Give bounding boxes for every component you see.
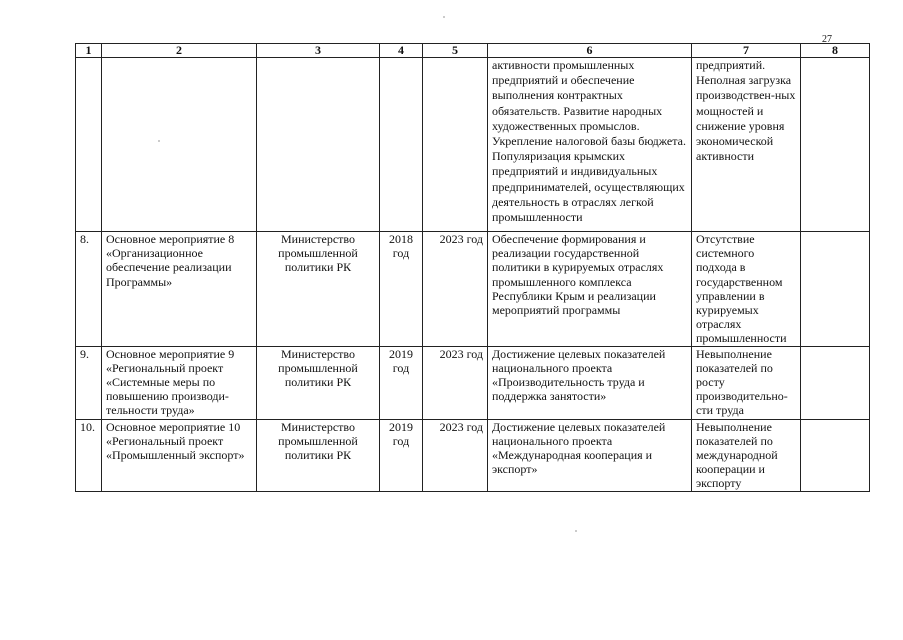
table-row-continuation xyxy=(76,58,870,232)
header-cell-6: 6 xyxy=(488,44,692,58)
expected-result: Достижение целевых показателей национального проекта «Производительность труда и поддержка занятости» xyxy=(488,346,692,419)
measure-name: Основное мероприятие 9 «Региональный проект «Системные меры по повышению производи-тельности труда» xyxy=(102,346,257,419)
continuation-result-text-2: Популяризация крымских предприятий и индивидуальных предпринимателей, осуществляющих деятельность в отраслях легкой промышленности xyxy=(492,149,685,225)
start-year: 2019 год xyxy=(380,346,423,419)
table-header-row xyxy=(76,44,870,58)
header-cell-1: 1 xyxy=(76,44,102,58)
header-cell-5: 5 xyxy=(423,44,488,58)
table-row xyxy=(76,419,870,491)
scan-speck xyxy=(443,16,445,18)
header-cell-4: 4 xyxy=(380,44,423,58)
column-8-cell xyxy=(801,346,870,419)
measure-name: Основное мероприятие 8 «Организационное обеспечение реализации Программы» xyxy=(102,232,257,347)
header-cell-3: 3 xyxy=(257,44,380,58)
measure-name: Основное мероприятие 10 «Региональный проект «Промышленный экспорт» xyxy=(102,419,257,491)
executor: Министерство промышленной политики РК xyxy=(257,419,380,491)
continuation-result-cell xyxy=(488,58,692,232)
column-8-cell xyxy=(801,232,870,347)
continuation-consequence-cell: предприятий. Неполная загрузка производствен-ных мощностей и снижение уровня экономической активности xyxy=(692,58,801,232)
executor: Министерство промышленной политики РК xyxy=(257,232,380,347)
table-row xyxy=(76,232,870,347)
consequence: Невыполнение показателей по международной кооперации и экспорту xyxy=(692,419,801,491)
consequence: Отсутствие системного подхода в государственном управлении в курируемых отраслях промышленности xyxy=(692,232,801,347)
header-cell-7: 7 xyxy=(692,44,801,58)
row-number: 9. xyxy=(76,346,102,419)
program-table xyxy=(75,43,870,492)
table-row xyxy=(76,346,870,419)
start-year: 2019 год xyxy=(380,419,423,491)
header-cell-2: 2 xyxy=(102,44,257,58)
end-year: 2023 год xyxy=(423,232,488,347)
row-number: 8. xyxy=(76,232,102,347)
row-number: 10. xyxy=(76,419,102,491)
scan-speck xyxy=(158,140,160,142)
executor: Министерство промышленной политики РК xyxy=(257,346,380,419)
expected-result: Достижение целевых показателей национального проекта «Международная кооперация и экспорт» xyxy=(488,419,692,491)
end-year: 2023 год xyxy=(423,346,488,419)
end-year: 2023 год xyxy=(423,419,488,491)
expected-result: Обеспечение формирования и реализации государственной политики в курируемых отраслях промышленного комплекса Республики Крым и реализации мероприятий программы xyxy=(488,232,692,347)
start-year: 2018 год xyxy=(380,232,423,347)
scan-speck xyxy=(575,530,577,532)
consequence: Невыполнение показателей по росту производительно-сти труда xyxy=(692,346,801,419)
header-cell-8: 8 xyxy=(801,44,870,58)
page-number: 27 xyxy=(822,34,832,45)
continuation-result-text-1: активности промышленных предприятий и обеспечение выполнения контрактных обязательств. Развитие народных художественных промыслов. Укрепление налоговой базы бюджета. xyxy=(492,58,686,149)
column-8-cell xyxy=(801,419,870,491)
